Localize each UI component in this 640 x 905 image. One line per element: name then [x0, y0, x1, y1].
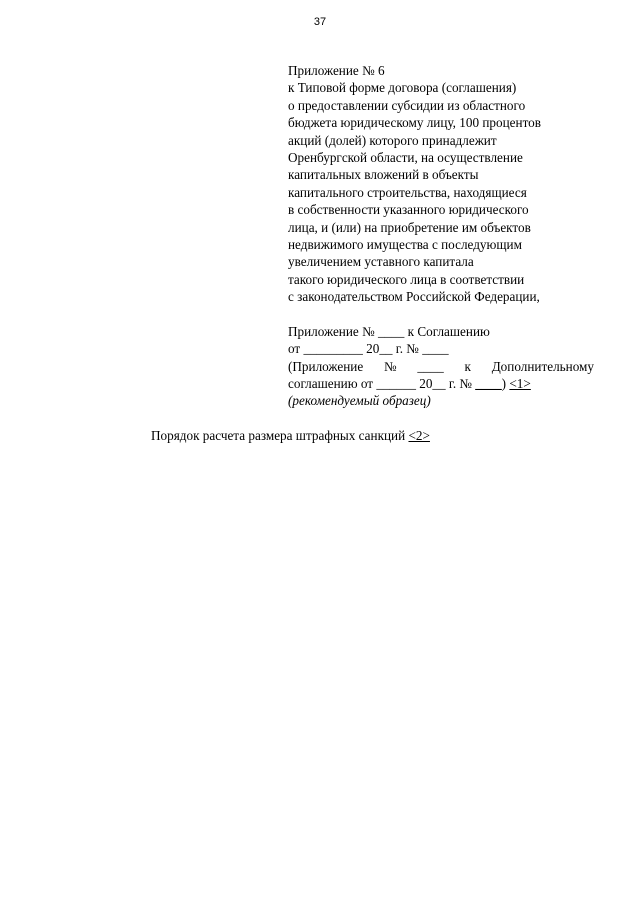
supp-word: Дополнительному [491, 358, 594, 374]
appendix-line: Оренбургской области, на осуществление [288, 150, 523, 166]
year-field: 20__ [366, 341, 393, 357]
appendix-header [288, 62, 608, 410]
appendix-line: капитальных вложений в объекты [288, 167, 479, 183]
footnote-link-1[interactable]: <1> [509, 375, 531, 391]
supp-word: № [383, 358, 397, 374]
appendix-line: капитального строительства, находящиеся [288, 184, 527, 200]
appendix-line: лица, и (или) на приобретение им объектов [288, 219, 531, 235]
supp-agreement-text: соглашению от ______ 20__ г. № [288, 375, 472, 391]
appendix-line: в собственности указанного юридического [288, 202, 529, 218]
number-field: г. № ____ [395, 341, 449, 357]
appendix-line: к Типовой форме договора (соглашения) [288, 80, 517, 96]
supplementary-line [288, 358, 594, 375]
appendix-line: о предоставлении субсидии из областного [288, 97, 526, 113]
appendix-line: такого юридического лица в соответствии [288, 271, 525, 287]
section-title-text: Порядок расчета размера штрафных санкций [151, 428, 406, 443]
supp-word: (Приложение [288, 358, 364, 374]
from-label: от [288, 341, 301, 357]
supplementary-agreement-line [288, 375, 608, 392]
spacer [288, 306, 608, 323]
appendix-line: недвижимого имущества с последующим [288, 237, 522, 253]
page-number: 37 [313, 16, 327, 28]
footnote-link-2[interactable]: <2> [408, 428, 430, 443]
section-title [151, 428, 430, 444]
appendix-line: увеличением уставного капитала [288, 254, 474, 270]
closing-paren: ) [501, 375, 507, 391]
appendix-line: бюджета юридическому лицу, 100 процентов [288, 115, 541, 131]
supp-word: ____ [417, 358, 444, 374]
appendix-line: акций (долей) которого принадлежит [288, 132, 497, 148]
appendix-line: Приложение № 6 [288, 63, 385, 78]
appendix-line: с законодательством Российской Федерации, [288, 289, 540, 305]
supp-number-blank: ____ [475, 375, 502, 391]
recommended-sample-note: (рекомендуемый образец) [288, 393, 431, 409]
supp-word: к [464, 358, 471, 374]
date-blank: _________ [303, 341, 363, 357]
agreement-date-line [288, 340, 608, 357]
agreement-appendix-line: Приложение № ____ к Соглашению [288, 323, 490, 339]
